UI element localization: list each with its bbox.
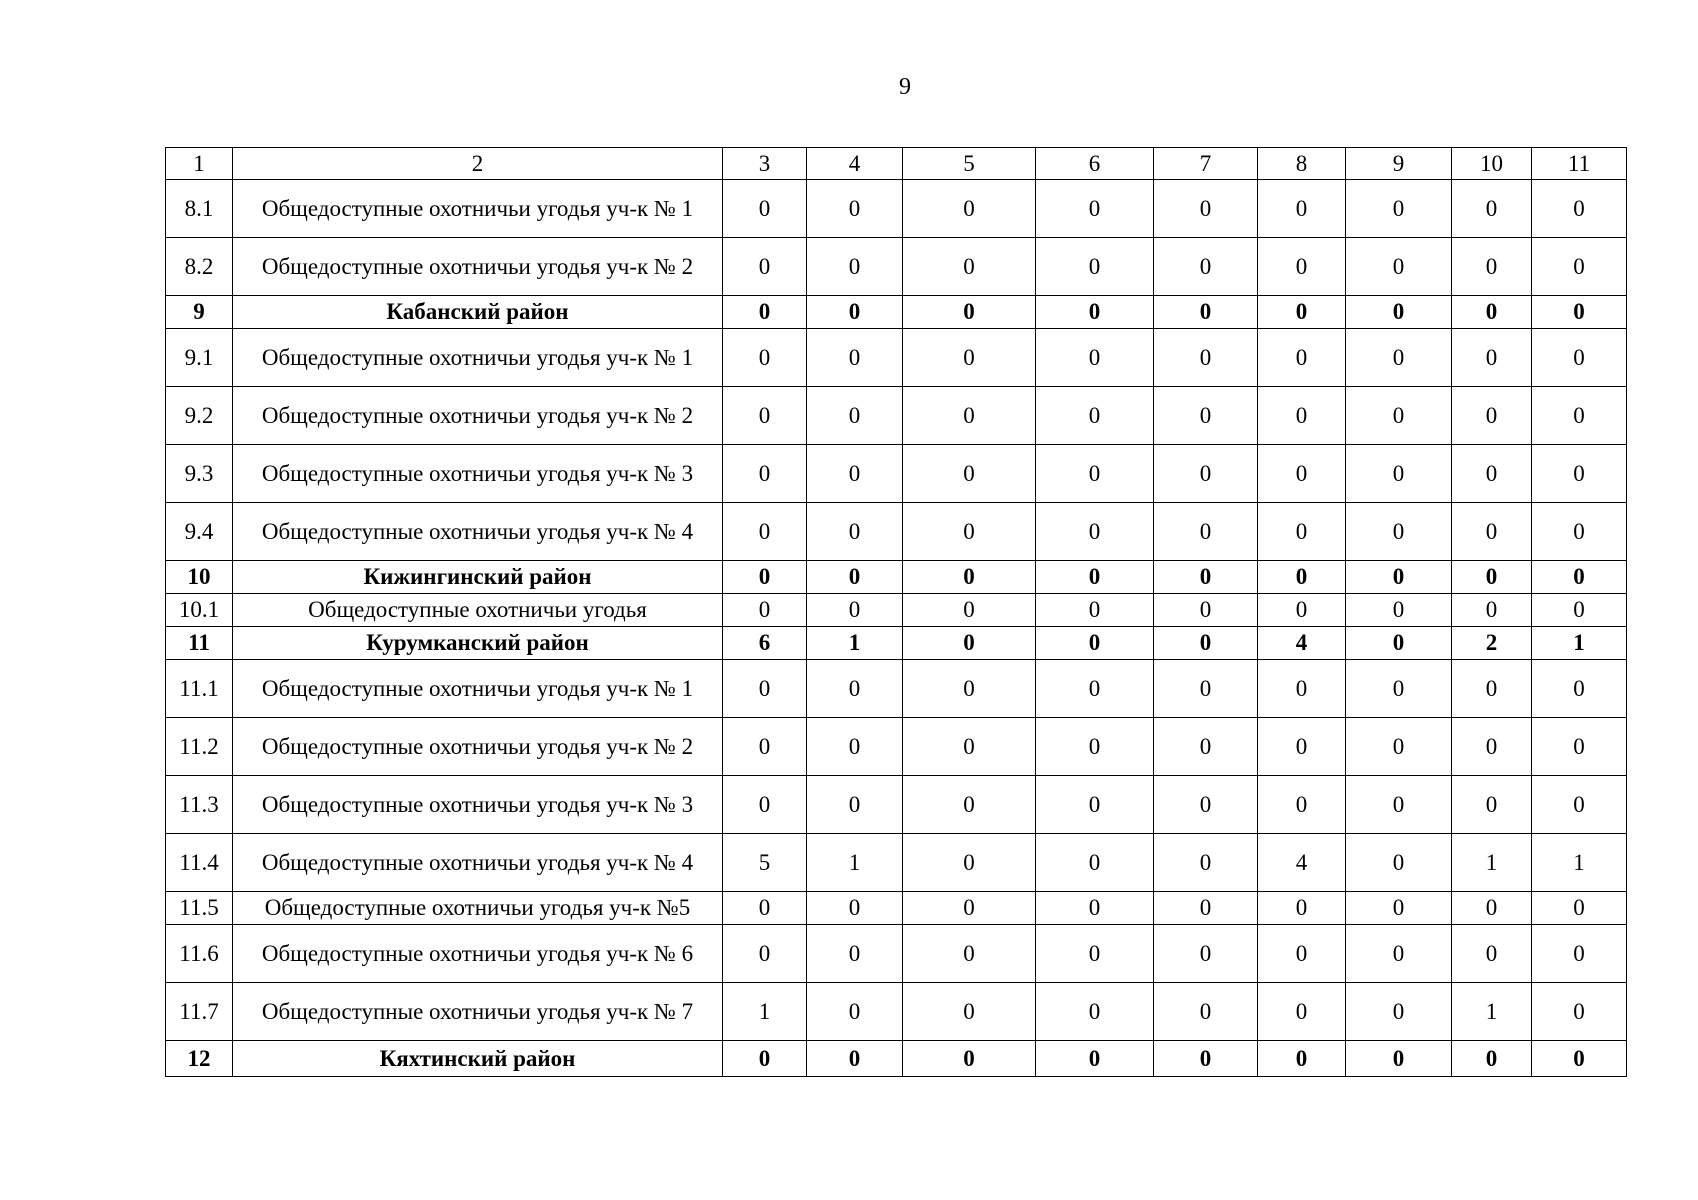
table-row: [166, 329, 1627, 387]
value-cell: 0: [807, 718, 903, 776]
value-cell: 5: [723, 834, 807, 892]
value-cell: 0: [723, 925, 807, 983]
value-cell: 0: [1036, 561, 1154, 594]
value-cell: 0: [1258, 925, 1346, 983]
column-header: 8: [1258, 148, 1346, 180]
row-number: 9.2: [166, 387, 233, 445]
data-table: [165, 147, 1627, 1077]
value-cell: 0: [1346, 627, 1452, 660]
row-number: 11.3: [166, 776, 233, 834]
value-cell: 1: [1532, 627, 1627, 660]
value-cell: 6: [723, 627, 807, 660]
value-cell: 0: [1154, 387, 1258, 445]
value-cell: 0: [1532, 180, 1627, 238]
row-name: Общедоступные охотничьи угодья уч-к № 4: [233, 503, 723, 561]
value-cell: 0: [1532, 892, 1627, 925]
value-cell: 0: [1154, 834, 1258, 892]
value-cell: 0: [1532, 561, 1627, 594]
value-cell: 0: [1036, 892, 1154, 925]
value-cell: 0: [1154, 660, 1258, 718]
value-cell: 0: [807, 296, 903, 329]
row-name: Общедоступные охотничьи угодья уч-к № 2: [233, 387, 723, 445]
row-name: Курумканский район: [233, 627, 723, 660]
value-cell: 0: [1154, 983, 1258, 1041]
value-cell: 0: [807, 983, 903, 1041]
value-cell: 0: [1154, 296, 1258, 329]
row-name: Общедоступные охотничьи угодья уч-к № 3: [233, 776, 723, 834]
value-cell: 0: [1036, 627, 1154, 660]
value-cell: 0: [1532, 925, 1627, 983]
value-cell: 0: [903, 238, 1036, 296]
value-cell: 0: [1346, 238, 1452, 296]
value-cell: 1: [807, 834, 903, 892]
value-cell: 0: [1532, 718, 1627, 776]
value-cell: 0: [1154, 503, 1258, 561]
value-cell: 0: [1532, 445, 1627, 503]
value-cell: 1: [807, 627, 903, 660]
value-cell: 0: [1452, 296, 1532, 329]
value-cell: 0: [903, 594, 1036, 627]
value-cell: 0: [903, 834, 1036, 892]
value-cell: 0: [1532, 296, 1627, 329]
value-cell: 0: [807, 1041, 903, 1077]
value-cell: 0: [1036, 718, 1154, 776]
value-cell: 0: [1154, 1041, 1258, 1077]
value-cell: 0: [807, 776, 903, 834]
value-cell: 0: [1532, 660, 1627, 718]
value-cell: 0: [1036, 445, 1154, 503]
row-name: Общедоступные охотничьи угодья уч-к № 7: [233, 983, 723, 1041]
table-row: [166, 387, 1627, 445]
value-cell: 0: [1452, 594, 1532, 627]
value-cell: 0: [1346, 445, 1452, 503]
value-cell: 0: [723, 296, 807, 329]
value-cell: 0: [1346, 387, 1452, 445]
row-name: Общедоступные охотничьи угодья уч-к № 1: [233, 329, 723, 387]
value-cell: 0: [1346, 718, 1452, 776]
value-cell: 0: [1452, 925, 1532, 983]
row-name: Общедоступные охотничьи угодья: [233, 594, 723, 627]
value-cell: 0: [807, 329, 903, 387]
column-header: 6: [1036, 148, 1154, 180]
value-cell: 1: [1452, 983, 1532, 1041]
value-cell: 0: [903, 561, 1036, 594]
value-cell: 0: [1346, 776, 1452, 834]
value-cell: 0: [1258, 594, 1346, 627]
value-cell: 0: [723, 387, 807, 445]
table-row: [166, 296, 1627, 329]
value-cell: 0: [1036, 594, 1154, 627]
row-name: Кижингинский район: [233, 561, 723, 594]
row-number: 11: [166, 627, 233, 660]
value-cell: 0: [1036, 503, 1154, 561]
table-row: [166, 627, 1627, 660]
value-cell: 0: [1532, 1041, 1627, 1077]
value-cell: 0: [1036, 387, 1154, 445]
value-cell: 0: [1036, 925, 1154, 983]
value-cell: 0: [1036, 776, 1154, 834]
value-cell: 0: [903, 660, 1036, 718]
value-cell: 0: [723, 238, 807, 296]
table-row: [166, 925, 1627, 983]
value-cell: 0: [723, 718, 807, 776]
value-cell: 0: [1346, 983, 1452, 1041]
value-cell: 0: [807, 594, 903, 627]
row-number: 11.1: [166, 660, 233, 718]
value-cell: 0: [1154, 892, 1258, 925]
value-cell: 0: [903, 445, 1036, 503]
value-cell: 0: [723, 180, 807, 238]
value-cell: 0: [1532, 776, 1627, 834]
row-number: 8.2: [166, 238, 233, 296]
column-header: 11: [1532, 148, 1627, 180]
value-cell: 0: [723, 1041, 807, 1077]
table-row: [166, 983, 1627, 1041]
row-number: 9.4: [166, 503, 233, 561]
value-cell: 0: [723, 445, 807, 503]
value-cell: 0: [1154, 561, 1258, 594]
value-cell: 0: [903, 776, 1036, 834]
table-row: [166, 776, 1627, 834]
value-cell: 0: [903, 387, 1036, 445]
value-cell: 0: [807, 445, 903, 503]
value-cell: 0: [1154, 627, 1258, 660]
table-row: [166, 180, 1627, 238]
row-name: Кабанский район: [233, 296, 723, 329]
value-cell: 1: [1452, 834, 1532, 892]
value-cell: 0: [903, 718, 1036, 776]
value-cell: 0: [1346, 660, 1452, 718]
value-cell: 0: [1154, 180, 1258, 238]
value-cell: 0: [1346, 892, 1452, 925]
value-cell: 0: [1258, 503, 1346, 561]
value-cell: 0: [1258, 1041, 1346, 1077]
table-row: [166, 1041, 1627, 1077]
value-cell: 0: [1452, 892, 1532, 925]
value-cell: 0: [1036, 329, 1154, 387]
value-cell: 0: [1346, 329, 1452, 387]
table-row: [166, 561, 1627, 594]
value-cell: 0: [1452, 718, 1532, 776]
value-cell: 0: [1258, 983, 1346, 1041]
value-cell: 0: [903, 296, 1036, 329]
row-number: 10: [166, 561, 233, 594]
value-cell: 1: [723, 983, 807, 1041]
value-cell: 0: [1532, 503, 1627, 561]
value-cell: 0: [1346, 296, 1452, 329]
value-cell: 0: [723, 776, 807, 834]
row-name: Общедоступные охотничьи угодья уч-к № 6: [233, 925, 723, 983]
row-name: Общедоступные охотничьи угодья уч-к № 3: [233, 445, 723, 503]
value-cell: 0: [1036, 180, 1154, 238]
column-header: 5: [903, 148, 1036, 180]
value-cell: 0: [1532, 238, 1627, 296]
value-cell: 0: [1036, 660, 1154, 718]
table-row: [166, 445, 1627, 503]
value-cell: 0: [1154, 925, 1258, 983]
value-cell: 0: [1532, 983, 1627, 1041]
row-name: Общедоступные охотничьи угодья уч-к № 4: [233, 834, 723, 892]
value-cell: 2: [1452, 627, 1532, 660]
table-row: [166, 594, 1627, 627]
column-header: 1: [166, 148, 233, 180]
value-cell: 0: [1346, 503, 1452, 561]
value-cell: 0: [1258, 660, 1346, 718]
row-number: 9: [166, 296, 233, 329]
header-row: [166, 148, 1627, 180]
value-cell: 0: [1036, 296, 1154, 329]
value-cell: 0: [1452, 561, 1532, 594]
value-cell: 0: [1346, 180, 1452, 238]
value-cell: 0: [723, 561, 807, 594]
row-name: Кяхтинский район: [233, 1041, 723, 1077]
value-cell: 0: [807, 387, 903, 445]
row-name: Общедоступные охотничьи угодья уч-к №5: [233, 892, 723, 925]
value-cell: 0: [807, 660, 903, 718]
row-name: Общедоступные охотничьи угодья уч-к № 1: [233, 180, 723, 238]
value-cell: 0: [1036, 983, 1154, 1041]
value-cell: 0: [1258, 180, 1346, 238]
column-header: 3: [723, 148, 807, 180]
value-cell: 0: [1452, 238, 1532, 296]
value-cell: 0: [1258, 718, 1346, 776]
value-cell: 0: [1452, 1041, 1532, 1077]
value-cell: 0: [1346, 925, 1452, 983]
value-cell: 0: [723, 892, 807, 925]
row-number: 11.5: [166, 892, 233, 925]
value-cell: 0: [1258, 296, 1346, 329]
value-cell: 0: [1346, 594, 1452, 627]
value-cell: 0: [1452, 180, 1532, 238]
row-number: 9.1: [166, 329, 233, 387]
column-header: 4: [807, 148, 903, 180]
value-cell: 0: [1258, 329, 1346, 387]
page-number: 9: [899, 74, 911, 100]
value-cell: 0: [807, 180, 903, 238]
value-cell: 0: [903, 892, 1036, 925]
value-cell: 0: [1532, 594, 1627, 627]
value-cell: 0: [723, 594, 807, 627]
value-cell: 0: [807, 892, 903, 925]
row-number: 12: [166, 1041, 233, 1077]
value-cell: 0: [1154, 238, 1258, 296]
table-row: [166, 238, 1627, 296]
table-row: [166, 892, 1627, 925]
value-cell: 0: [1154, 445, 1258, 503]
row-name: Общедоступные охотничьи угодья уч-к № 2: [233, 718, 723, 776]
value-cell: 0: [903, 329, 1036, 387]
table-row: [166, 503, 1627, 561]
value-cell: 0: [807, 561, 903, 594]
value-cell: 0: [1532, 387, 1627, 445]
value-cell: 0: [1154, 776, 1258, 834]
table-row: [166, 660, 1627, 718]
value-cell: 0: [1258, 892, 1346, 925]
column-header: 7: [1154, 148, 1258, 180]
value-cell: 0: [1452, 387, 1532, 445]
value-cell: 0: [1452, 776, 1532, 834]
table-body: [166, 148, 1627, 1077]
value-cell: 0: [1154, 718, 1258, 776]
value-cell: 0: [903, 1041, 1036, 1077]
value-cell: 0: [723, 660, 807, 718]
value-cell: 0: [1452, 503, 1532, 561]
value-cell: 0: [1532, 329, 1627, 387]
column-header: 10: [1452, 148, 1532, 180]
value-cell: 0: [1346, 1041, 1452, 1077]
value-cell: 0: [903, 503, 1036, 561]
table-row: [166, 718, 1627, 776]
row-number: 11.6: [166, 925, 233, 983]
column-header: 2: [233, 148, 723, 180]
value-cell: 4: [1258, 834, 1346, 892]
row-number: 11.4: [166, 834, 233, 892]
value-cell: 0: [1036, 1041, 1154, 1077]
row-number: 11.7: [166, 983, 233, 1041]
row-number: 8.1: [166, 180, 233, 238]
value-cell: 0: [1258, 561, 1346, 594]
value-cell: 0: [1258, 776, 1346, 834]
value-cell: 0: [807, 238, 903, 296]
value-cell: 0: [1452, 660, 1532, 718]
value-cell: 0: [1452, 445, 1532, 503]
value-cell: 0: [723, 503, 807, 561]
value-cell: 4: [1258, 627, 1346, 660]
value-cell: 0: [903, 925, 1036, 983]
value-cell: 0: [1346, 834, 1452, 892]
row-number: 9.3: [166, 445, 233, 503]
value-cell: 0: [1258, 445, 1346, 503]
value-cell: 0: [1346, 561, 1452, 594]
value-cell: 0: [723, 329, 807, 387]
value-cell: 0: [1258, 238, 1346, 296]
row-name: Общедоступные охотничьи угодья уч-к № 2: [233, 238, 723, 296]
row-number: 10.1: [166, 594, 233, 627]
column-header: 9: [1346, 148, 1452, 180]
value-cell: 0: [903, 983, 1036, 1041]
value-cell: 0: [1154, 329, 1258, 387]
value-cell: 0: [807, 503, 903, 561]
value-cell: 0: [903, 627, 1036, 660]
value-cell: 0: [1258, 387, 1346, 445]
value-cell: 1: [1532, 834, 1627, 892]
value-cell: 0: [903, 180, 1036, 238]
value-cell: 0: [1036, 238, 1154, 296]
table-row: [166, 834, 1627, 892]
row-name: Общедоступные охотничьи угодья уч-к № 1: [233, 660, 723, 718]
value-cell: 0: [1452, 329, 1532, 387]
row-number: 11.2: [166, 718, 233, 776]
value-cell: 0: [1036, 834, 1154, 892]
value-cell: 0: [807, 925, 903, 983]
value-cell: 0: [1154, 594, 1258, 627]
